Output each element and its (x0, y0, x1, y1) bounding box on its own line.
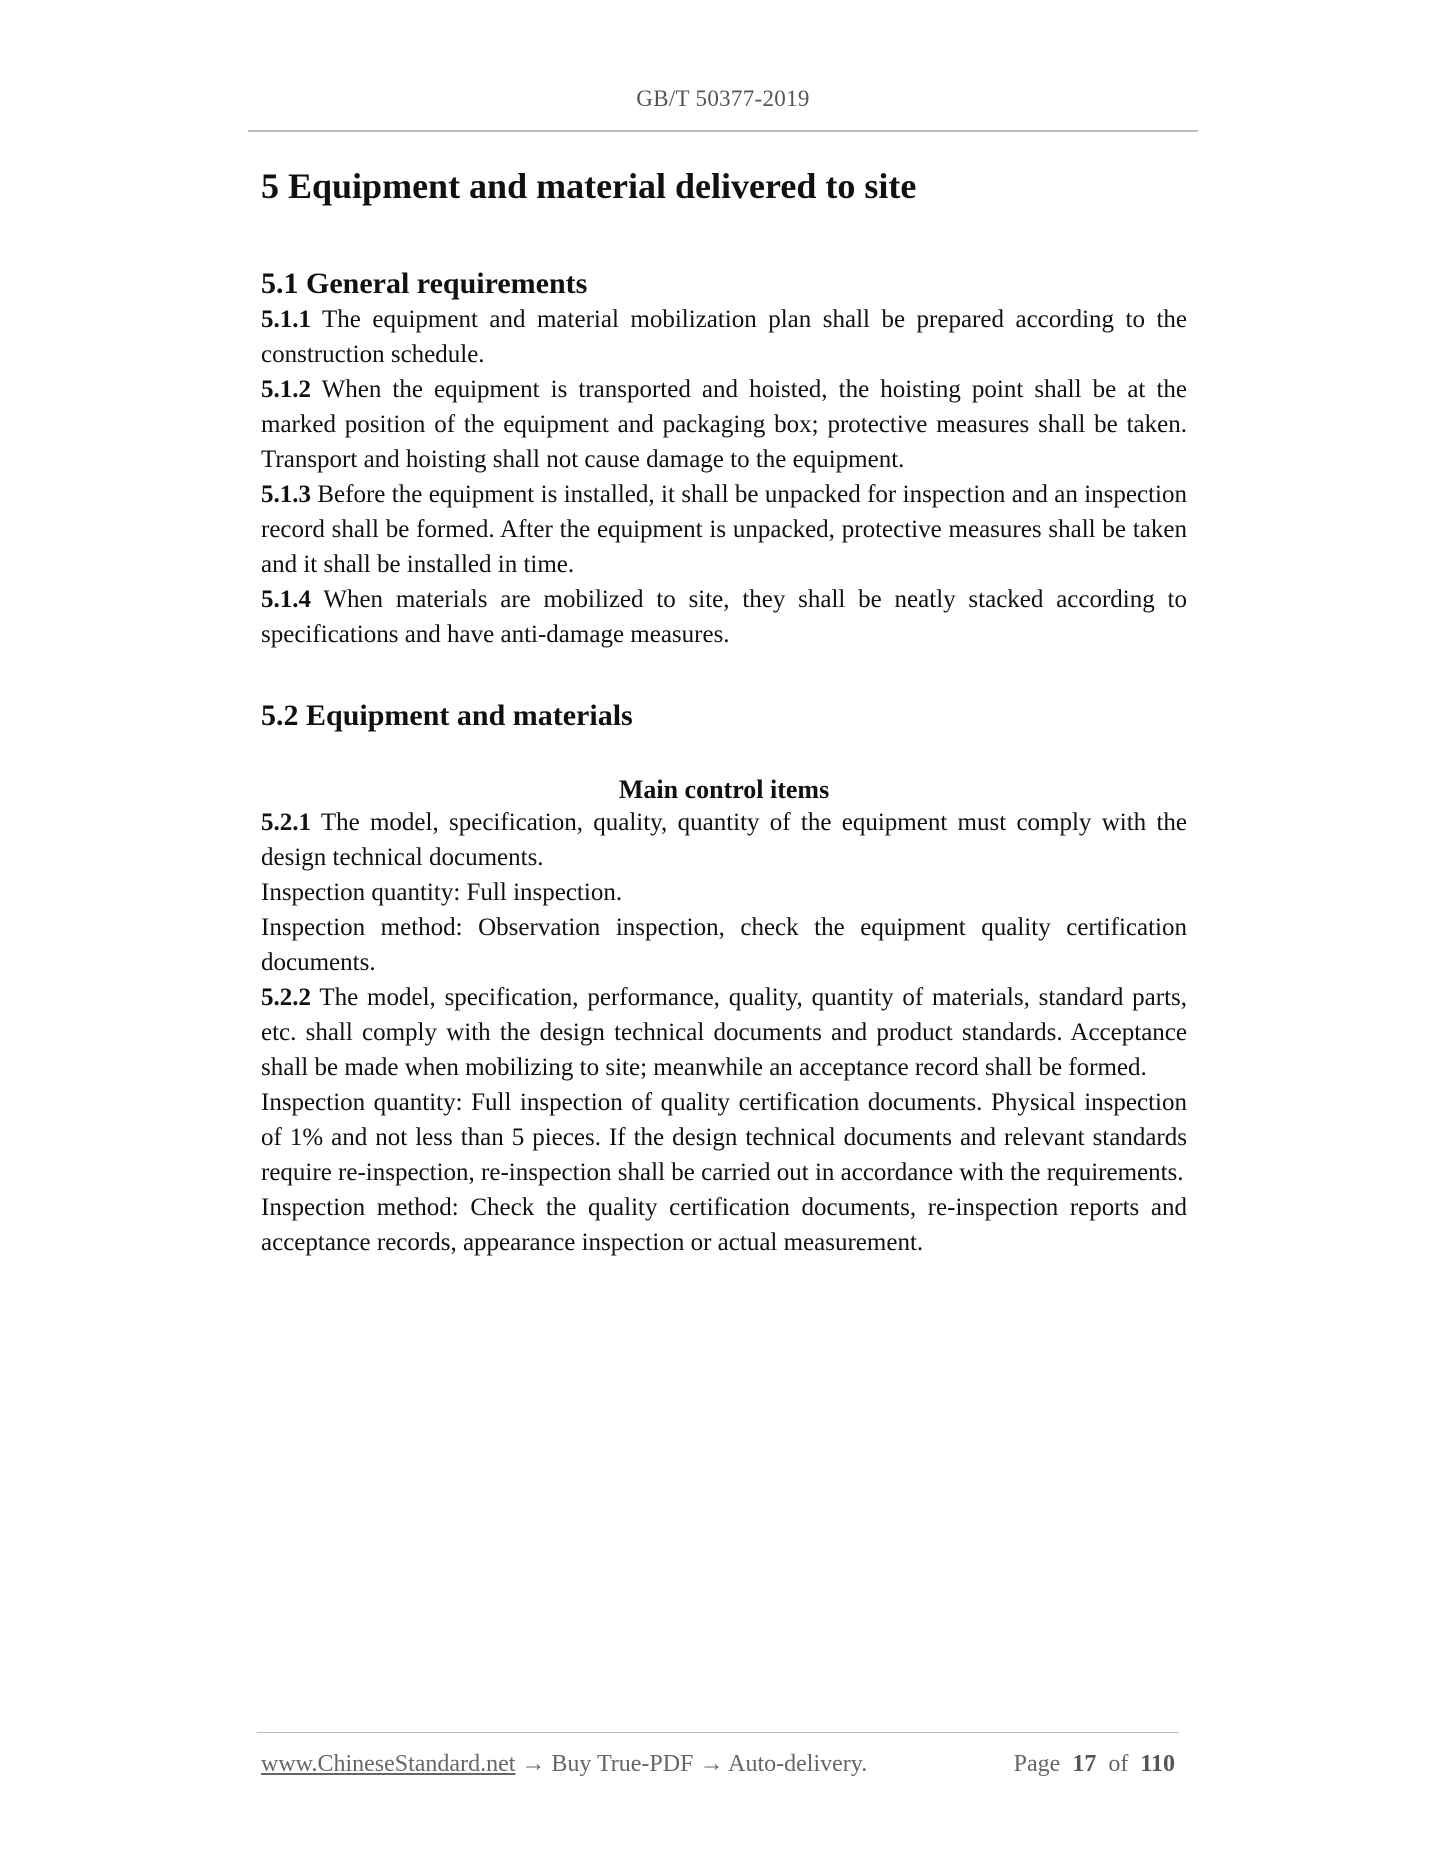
clause-number: 5.1.4 (261, 586, 311, 614)
section-title-5-1: 5.1 General requirements (261, 267, 588, 301)
clause-number: 5.1.3 (261, 481, 311, 509)
header-divider (248, 130, 1198, 132)
arrow-icon: → (521, 1751, 546, 1777)
arrow-icon: → (699, 1751, 724, 1777)
site-link[interactable]: www.ChineseStandard.net (261, 1751, 516, 1777)
clause-5-2-1 (261, 805, 1187, 875)
clause-5-1-3 (261, 477, 1187, 582)
clause-5-1-2 (261, 372, 1187, 477)
page-content (261, 165, 1187, 1260)
of-label: of (1108, 1751, 1129, 1777)
clause-number: 5.1.2 (261, 376, 311, 404)
buy-pdf-text: Buy True-PDF (551, 1751, 694, 1777)
clause-5-1-1 (261, 302, 1187, 372)
clause-number: 5.2.1 (261, 809, 311, 837)
inspection-quantity-5-2-2: Inspection quantity: Full inspection of quality certification documents. Physical inspection of 1% and not less than 5 pieces. If the design technical documents and relevant standards require re-inspection, re-inspection shall be carried out in accordance with the requirements. (261, 1089, 1187, 1187)
clause-number: 5.2.2 (261, 984, 311, 1012)
chapter-title: 5 Equipment and material delivered to site (261, 166, 917, 206)
clause-text: The model, specification, quality, quantity of the equipment must comply with the design technical documents. (261, 809, 1187, 872)
total-pages: 110 (1140, 1751, 1175, 1777)
clause-text: When materials are mobilized to site, they shall be neatly stacked according to specifications and have anti-damage measures. (261, 586, 1187, 649)
page-label: Page (1013, 1751, 1061, 1777)
page-number: 17 (1072, 1751, 1097, 1777)
footer-divider (257, 1732, 1179, 1733)
clause-text: When the equipment is transported and hoisted, the hoisting point shall be at the marked position of the equipment and packaging box; protective measures shall be taken. Transport and hoisting shall not cause damage to the equipment. (261, 376, 1187, 474)
footer-promo (261, 1751, 867, 1778)
clause-number: 5.1.1 (261, 306, 311, 334)
clause-text: Before the equipment is installed, it shall be unpacked for inspection and an inspection record shall be formed. After the equipment is unpacked, protective measures shall be taken and it shall be installed in time. (261, 481, 1187, 579)
inspection-method-5-2-2: Inspection method: Check the quality certification documents, re-inspection reports and acceptance records, appearance inspection or actual measurement. (261, 1194, 1187, 1257)
clause-text: The model, specification, performance, quality, quantity of materials, standard parts, etc. shall comply with the design technical documents and product standards. Acceptance shall be made when mobilizing to site; meanwhile an acceptance record shall be formed. (261, 984, 1187, 1082)
clause-text: The equipment and material mobilization plan shall be prepared according to the construction schedule. (261, 306, 1187, 369)
inspection-quantity-5-2-1: Inspection quantity: Full inspection. (261, 879, 623, 907)
document-header: GB/T 50377-2019 (636, 86, 810, 111)
section-title-5-2: 5.2 Equipment and materials (261, 699, 633, 733)
main-control-items-heading: Main control items (618, 775, 830, 805)
auto-delivery-text: Auto-delivery. (728, 1751, 868, 1777)
clause-5-2-2 (261, 980, 1187, 1085)
clause-5-1-4 (261, 582, 1187, 652)
inspection-method-5-2-1: Inspection method: Observation inspection, check the equipment quality certification documents. (261, 914, 1187, 977)
page-indicator (1014, 1751, 1175, 1778)
